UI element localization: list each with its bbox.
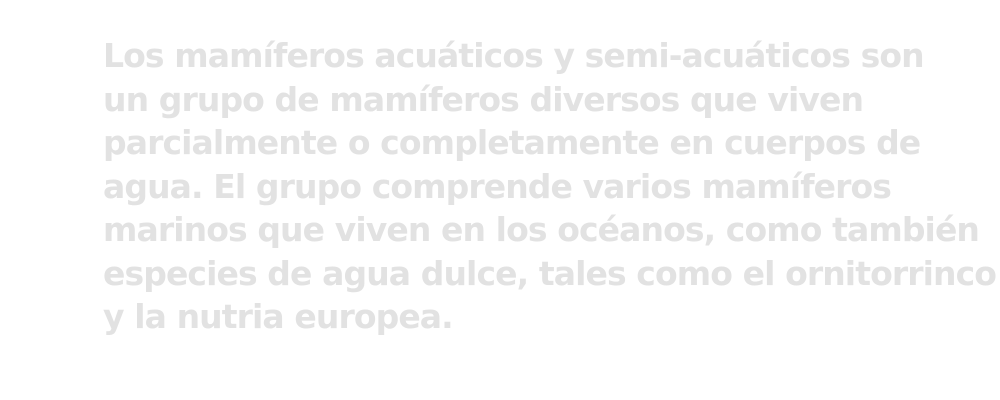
paragraph xyxy=(103,34,997,339)
paragraph-line-1: Los mamíferos acuáticos y semi-acuáticos son xyxy=(103,36,924,75)
paragraph-line-7: y la nutria europea. xyxy=(103,297,453,336)
paragraph-line-5: marinos que viven en los océanos, como también xyxy=(103,210,980,249)
paragraph-line-3: parcialmente o completamente en cuerpos de xyxy=(103,123,921,162)
paragraph-line-6: especies de agua dulce, tales como el ornitorrinco xyxy=(103,253,997,293)
paragraph-line-4: agua. El grupo comprende varios mamíferos xyxy=(103,166,892,206)
paragraph-line-2: un grupo de mamíferos diversos que viven xyxy=(103,79,864,119)
